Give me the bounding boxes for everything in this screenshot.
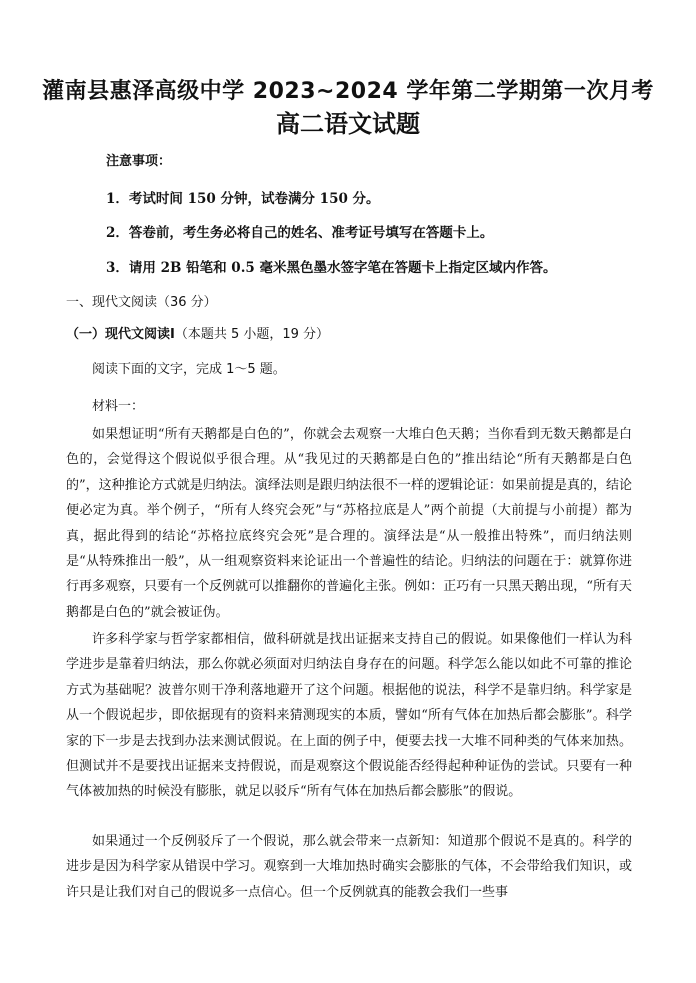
exam-title: 灌南县惠泽高级中学 2023~2024 学年第二学期第一次月考	[42, 79, 654, 104]
subsection-title: （一）现代文阅读Ⅰ	[66, 327, 175, 342]
paragraph-3: 如果通过一个反例驳斥了一个假说，那么就会带来一点新知：知道那个假说不是真的。科学的进步是因为科学家从错误中学习。观察到一大堆加热时确实会膨胀的气体，不会带给我们知识，或许只是让我们对自己的假说多一点信心。但一个反例就真的能教会我们一些事	[66, 834, 632, 900]
exam-subtitle: 高二语文试题	[276, 110, 420, 138]
notice-item-1: 1．考试时间 150 分钟，试卷满分 150 分。	[106, 191, 380, 207]
material-label: 材料一：	[92, 399, 145, 414]
notice-item-3: 3．请用 2B 铅笔和 0.5 毫米黑色墨水签字笔在答题卡上指定区域内作答。	[106, 260, 557, 276]
subsection-note: （本题共 5 小题，19 分）	[174, 327, 330, 342]
paragraph-1: 如果想证明“所有天鹅都是白色的”，你就会去观察一大堆白色天鹅；当你看到无数天鹅都是白色的，会觉得这个假说似乎很合理。从“我见过的天鹅都是白色的”推出结论“所有天鹅都是白色的”，这种推论方式就是归纳法。演绎法则是跟归纳法很不一样的逻辑论证：如果前提是真的，结论便必定为真。举个例子，“所有人终究会死”与“苏格拉底是人”两个前提（大前提与小前提）都为真，据此得到的结论“苏格拉底终究会死”是合理的。演绎法是“从一般推出特殊”，而归纳法则是“从特殊推出一般”，从一组观察资料来论证出一个普遍性的结论。归纳法的问题在于：就算你进行再多观察，只要有一个反例就可以推翻你的普遍化主张。例如：正巧有一只黑天鹅出现，“所有天鹅都是白色的”就会被证伪。	[66, 427, 632, 620]
notice-item-2: 2．答卷前，考生务必将自己的姓名、准考证号填写在答题卡上。	[106, 225, 494, 241]
reading-instruction: 阅读下面的文字，完成 1～5 题。	[92, 362, 286, 377]
paragraph-2: 许多科学家与哲学家都相信，做科研就是找出证据来支持自己的假说。如果像他们一样认为科学进步是靠着归纳法，那么你就必须面对归纳法自身存在的问题。科学怎么能以如此不可靠的推论方式为基础呢？波普尔则干净利落地避开了这个问题。根据他的说法，科学不是靠归纳。科学家是从一个假说起步，即依据现有的资料来猜测现实的本质，譬如“所有气体在加热后都会膨胀”。科学家的下一步是去找到办法来测试假说。在上面的例子中，便要去找一大堆不同种类的气体来加热。但测试并不是要找出证据来支持假说，而是观察这个假说能否经得起种种证伪的尝试。只要有一种气体被加热的时候没有膨胀，就足以驳斥“所有气体在加热后都会膨胀”的假说。	[66, 632, 632, 800]
section-heading: 一、现代文阅读（36 分）	[66, 295, 217, 310]
subsection-heading	[66, 323, 329, 342]
notice-label: 注意事项：	[106, 154, 172, 169]
